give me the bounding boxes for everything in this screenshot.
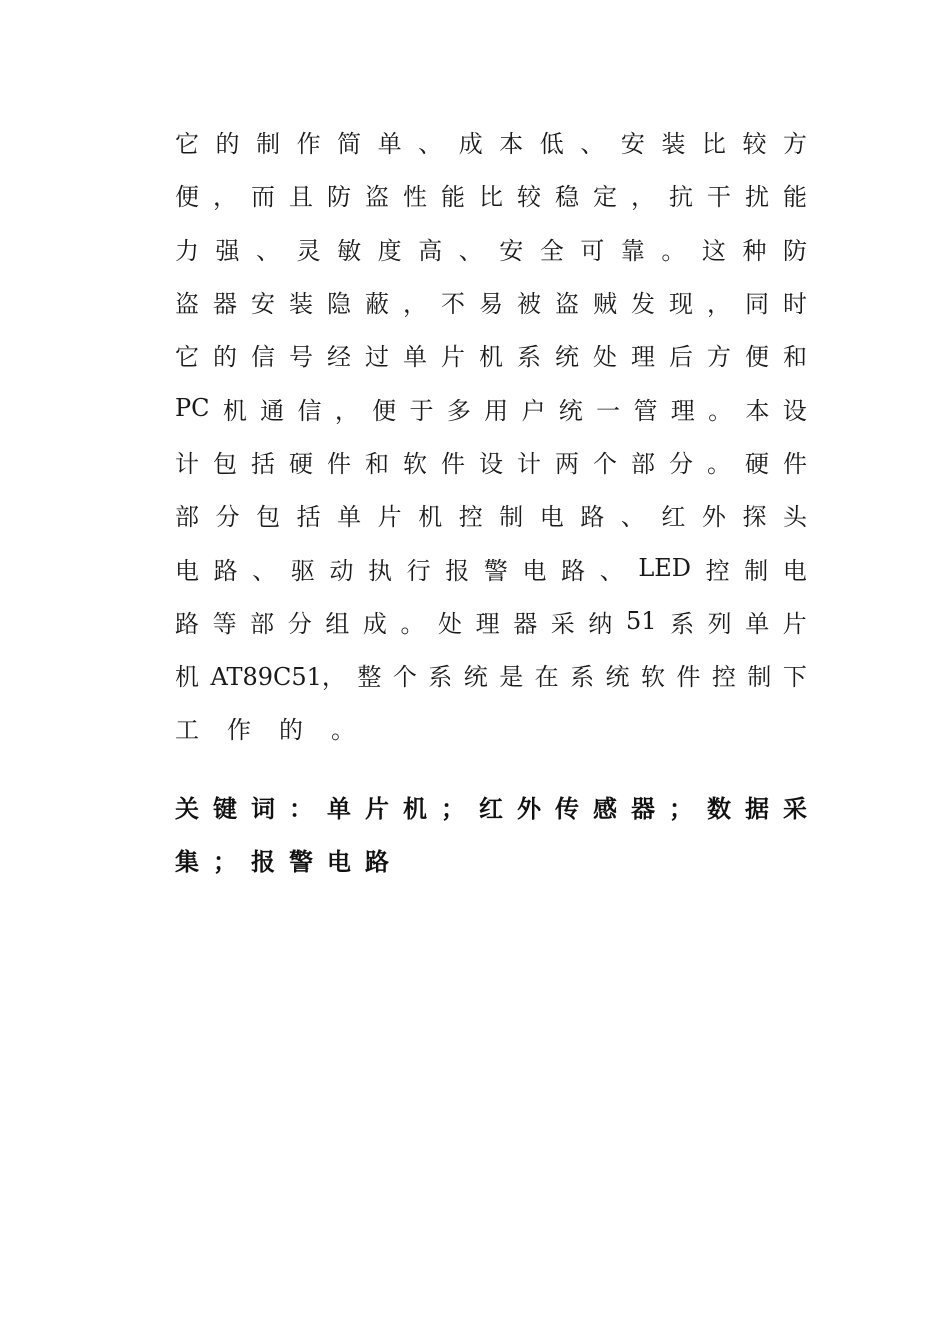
text-line: 盗 器 安 装 隐 蔽 ， 不 易 被 盗 贼 发 现 ， 同 时 [175,290,807,319]
keywords-section [175,780,807,886]
text-line: 工 作 的 。 [175,716,355,745]
text-line: 电 路 、 驱 动 执 行 报 警 电 路 、 LED 控 制 电 [175,554,807,585]
text-line: 路 等 部 分 组 成 。 处 理 器 采 纳 51 系 列 单 片 [175,607,807,638]
text-line: 部 分 包 括 单 片 机 控 制 电 路 、 红 外 探 头 [175,503,807,532]
text-line: PC 机 通 信 ， 便 于 多 用 户 统 一 管 理 。 本 设 [175,394,807,425]
text-line: 它 的 制 作 简 单 、 成 本 低 、 安 装 比 较 方 [175,130,807,159]
text-line: 机 AT89C51， 整 个 系 统 是 在 系 统 软 件 控 制 下 [175,663,807,692]
abstract-text [175,115,807,755]
text-line: 集 ； 报 警 电 路 [175,848,389,876]
text-line: 它 的 信 号 经 过 单 片 机 系 统 处 理 后 方 便 和 [175,343,807,372]
text-line: 力 强 、 灵 敏 度 高 、 安 全 可 靠 。 这 种 防 [175,236,807,265]
text-line: 关 键 词 ： 单 片 机 ； 红 外 传 感 器 ； 数 据 采 [175,795,807,823]
text-line: 计 包 括 硬 件 和 软 件 设 计 两 个 部 分 。 硬 件 [175,449,807,478]
text-line: 便 ， 而 且 防 盗 性 能 比 较 稳 定 ， 抗 干 扰 能 [175,183,807,212]
